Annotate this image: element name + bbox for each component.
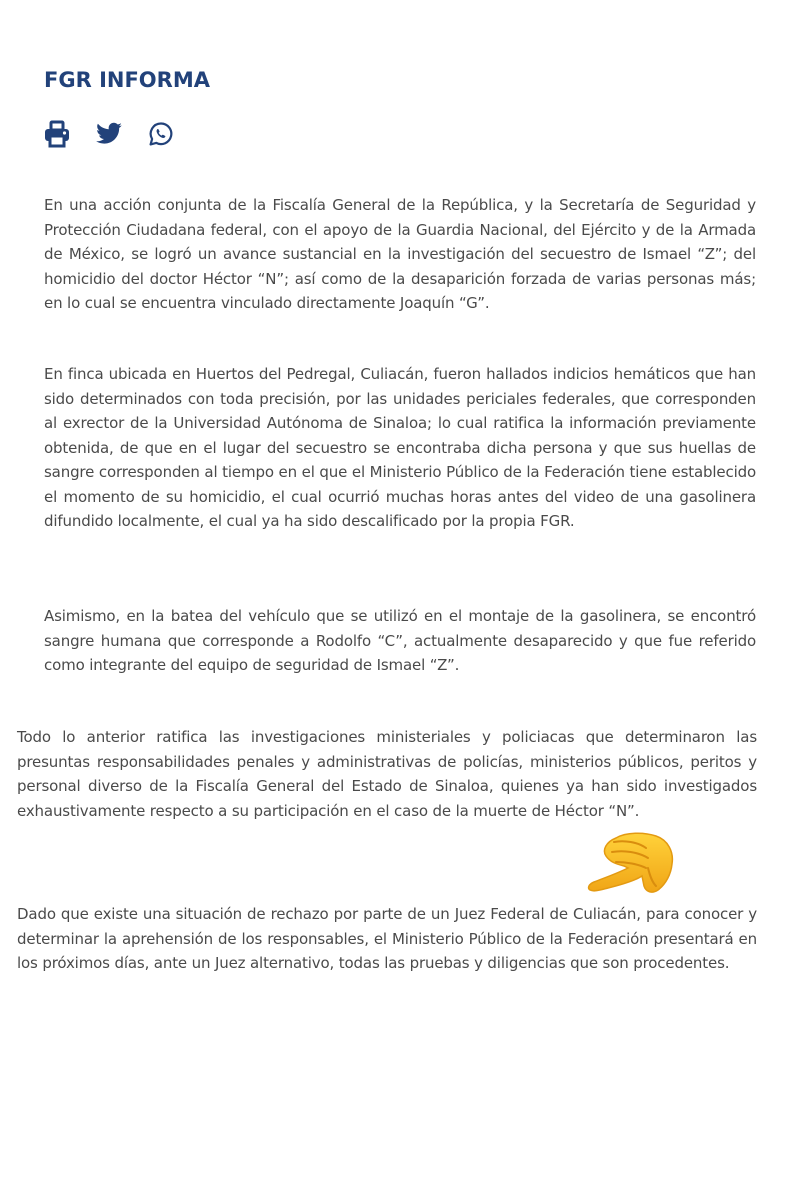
page-title: FGR INFORMA [44,68,210,92]
article-paragraph-5: Dado que existe una situación de rechazo por parte de un Juez Federal de Culiacán, para conocer y determinar la aprehensión de los responsables, el Ministerio Público de la Federación presentará en los próximos días, ante un Juez alternativo, todas las pruebas y diligencias que son procedentes. [17,905,757,972]
article-paragraph-3: Asimismo, en la batea del vehículo que se utilizó en el montaje de la gasolinera, se encontró sangre humana que corresponde a Rodolfo “C”, actualmente desaparecido y que fue referido como integrante del equipo de seguridad de Ismael “Z”. [44,607,756,674]
article-paragraph-1: En una acción conjunta de la Fiscalía General de la República, y la Secretaría de Seguridad y Protección Ciudadana federal, con el apoyo de la Guardia Nacional, del Ejército y de la Armada de México, se logró un avance sustancial en la investigación del secuestro de Ismael “Z”; del homicidio del doctor Héctor “N”; así como de la desaparición forzada de varias personas más; en lo cual se encuentra vinculado directamente Joaquín “G”. [44,196,756,312]
article-paragraph-2: En finca ubicada en Huertos del Pedregal, Culiacán, fueron hallados indicios hemáticos que han sido determinados con toda precisión, por las unidades periciales federales, que corresponden al exrector de la Universidad Autónoma de Sinaloa; lo cual ratifica la información previamente obtenida, de que en el lugar del secuestro se encontraba dicha persona y que sus huellas de sangre corresponden al tiempo en el que el Ministerio Público de la Federación tiene establecido el momento de su homicidio, el cual ocurrió muchas horas antes del video de una gasolinera difundido localmente, el cual ya ha sido descalificado por la propia FGR. [44,365,756,530]
share-toolbar [43,120,175,148]
article-paragraph-4: Todo lo anterior ratifica las investigaciones ministeriales y policiacas que determinaron las presuntas responsabilidades penales y administrativas de policías, ministerios públicos, peritos y personal diverso de la Fiscalía General del Estado de Sinaloa, quienes ya han sido investigados exhaustivamente respecto a su participación en el caso de la muerte de Héctor “N”. [17,728,757,820]
backhand-index-pointing-down-right-icon [586,828,678,900]
print-icon[interactable] [43,120,71,148]
twitter-icon[interactable] [95,120,123,148]
whatsapp-icon[interactable] [147,120,175,148]
